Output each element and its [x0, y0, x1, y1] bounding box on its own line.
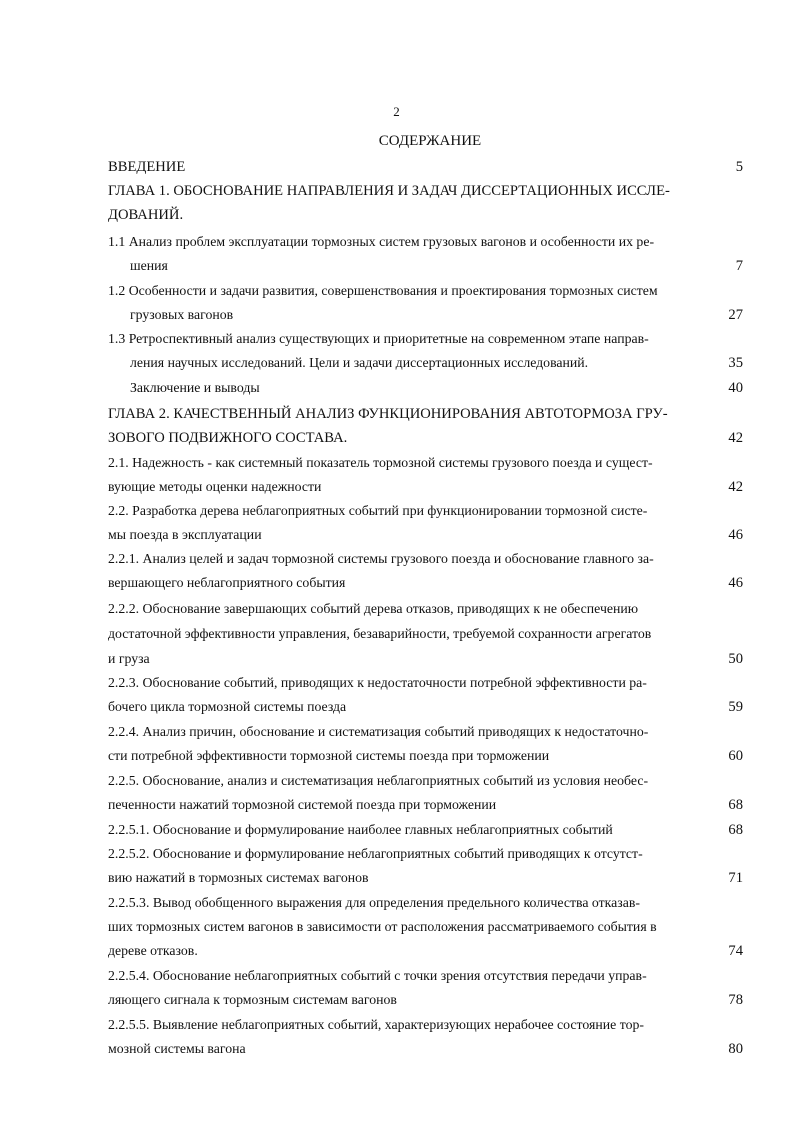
toc-line: ГЛАВА 1. ОБОСНОВАНИЕ НАПРАВЛЕНИЯ И ЗАДАЧ ДИССЕРТАЦИОННЫХ ИССЛЕ-	[108, 183, 670, 199]
toc-page-number: 68	[728, 797, 743, 813]
toc-page-number: 60	[728, 748, 743, 764]
toc-page-number: 7	[735, 258, 743, 274]
toc-page-number: 74	[728, 943, 743, 959]
toc-line: шения	[130, 258, 168, 273]
toc-line: 2.1. Надежность - как системный показатель тормозной системы грузового поезда и сущест-	[108, 455, 653, 470]
toc-line: ДОВАНИЙ.	[108, 207, 184, 223]
toc-line: 2.2.5.3. Вывод обобщенного выражения для определения предельного количества отказав-	[108, 895, 640, 910]
toc-line: достаточной эффективности управления, безаварийности, требуемой сохранности агрегатов	[108, 626, 652, 641]
toc-line: 2.2.3. Обоснование событий, приводящих к недостаточности потребной эффективности ра-	[108, 675, 647, 690]
toc-line: 1.2 Особенности и задачи развития, совершенствования и проектирования тормозных систем	[108, 283, 658, 298]
toc-page-number: 40	[728, 380, 743, 396]
toc-line: вию нажатий в тормозных системах вагонов	[108, 870, 369, 885]
toc-line: 2.2.5.1. Обоснование и формулирование наиболее главных неблагоприятных событий	[108, 822, 613, 837]
toc-line: 2.2.5.4. Обоснование неблагоприятных событий с точки зрения отсутствия передачи управ-	[108, 968, 647, 983]
toc-line: сти потребной эффективности тормозной системы поезда при торможении	[108, 748, 550, 763]
toc-line: 2.2.1. Анализ целей и задач тормозной системы грузового поезда и обоснование главного за-	[108, 551, 654, 566]
toc-title: СОДЕРЖАНИЕ	[378, 133, 482, 149]
toc-line: ших тормозных систем вагонов в зависимости от расположения рассматриваемого события в	[108, 919, 657, 934]
toc-line: ления научных исследований. Цели и задачи диссертационных исследований.	[130, 355, 589, 370]
page-number: 2	[393, 104, 400, 119]
toc-page-number: 50	[728, 651, 743, 667]
toc-line: ГЛАВА 2. КАЧЕСТВЕННЫЙ АНАЛИЗ ФУНКЦИОНИРОВАНИЯ АВТОТОРМОЗА ГРУ-	[108, 406, 668, 422]
toc-line: Заключение и выводы	[130, 380, 260, 395]
toc-page-number: 42	[728, 479, 743, 495]
toc-line: 2.2.4. Анализ причин, обоснование и систематизация событий приводящих к недостаточно-	[108, 724, 649, 739]
toc-line: вершающего неблагоприятного события	[108, 575, 346, 590]
toc-line: 2.2.5.5. Выявление неблагоприятных событий, характеризующих нерабочее состояние тор-	[108, 1017, 644, 1032]
toc-line: мозной системы вагона	[108, 1041, 246, 1056]
toc-page-number: 78	[728, 992, 743, 1008]
toc-line: 2.2.5.2. Обоснование и формулирование неблагоприятных событий приводящих к отсутст-	[108, 846, 643, 861]
toc-line: 2.2.5. Обоснование, анализ и систематизация неблагоприятных событий из условия необес-	[108, 773, 649, 788]
toc-line: дереве отказов.	[108, 943, 198, 958]
toc-line: 1.1 Анализ проблем эксплуатации тормозных систем грузовых вагонов и особенности их ре-	[108, 234, 655, 249]
toc-line: 2.2.2. Обоснование завершающих событий дерева отказов, приводящих к не обеспечению	[108, 601, 639, 616]
toc-line: 1.3 Ретроспективный анализ существующих и приоритетные на современном этапе направ-	[108, 331, 649, 346]
toc-page-number: 68	[728, 822, 743, 838]
toc-page-number: 42	[728, 430, 743, 446]
toc-line: ляющего сигнала к тормозным системам вагонов	[108, 992, 397, 1007]
toc-line: вующие методы оценки надежности	[108, 479, 322, 494]
toc-page-number: 59	[728, 699, 743, 715]
toc-line: ЗОВОГО ПОДВИЖНОГО СОСТАВА.	[108, 430, 348, 446]
toc-page-number: 46	[728, 527, 743, 543]
toc-page-number: 71	[728, 870, 743, 886]
toc-line: грузовых вагонов	[130, 307, 234, 322]
toc-page-number: 35	[728, 355, 743, 371]
toc-page-number: 5	[735, 159, 743, 175]
toc-line: печенности нажатий тормозной системой поезда при торможении	[108, 797, 497, 812]
toc-line: ВВЕДЕНИЕ	[108, 159, 186, 175]
toc-line: и груза	[108, 651, 150, 666]
toc-page-number: 80	[728, 1041, 743, 1057]
toc-line: бочего цикла тормозной системы поезда	[108, 699, 347, 714]
toc-page-number: 27	[728, 307, 743, 323]
toc-line: 2.2. Разработка дерева неблагоприятных событий при функционировании тормозной систе-	[108, 503, 648, 518]
toc-page-number: 46	[728, 575, 743, 591]
toc-line: мы поезда в эксплуатации	[108, 527, 262, 542]
